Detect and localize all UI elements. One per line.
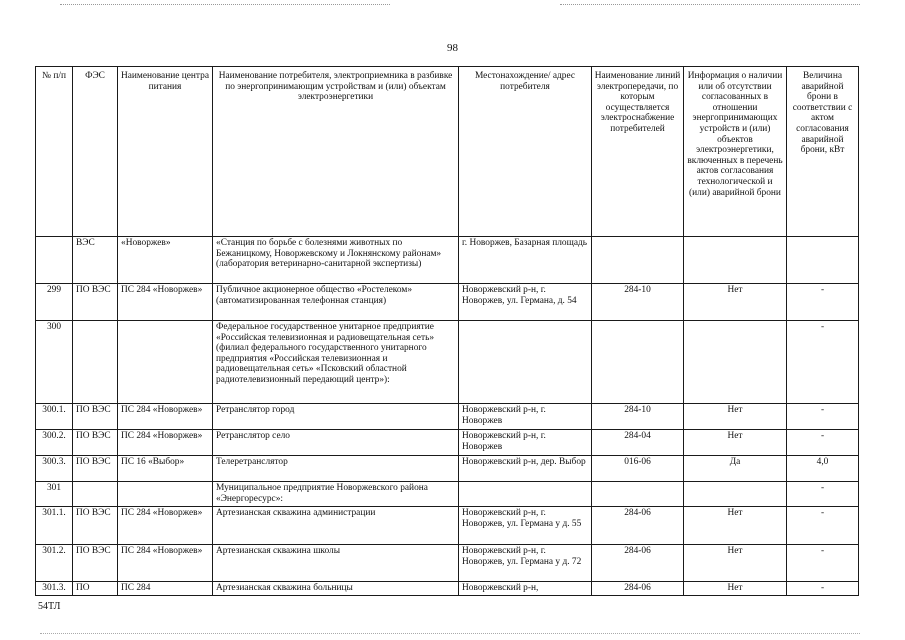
cell-reserve: -	[787, 507, 859, 545]
cell-reserve: -	[787, 284, 859, 321]
cell-agreement-info: Нет	[684, 430, 787, 456]
table-row	[36, 284, 859, 321]
cell-power-center: ПС 284 «Новоржев»	[118, 284, 213, 321]
cell-reserve: -	[787, 482, 859, 507]
scan-artifact-bottom	[40, 633, 860, 634]
cell-consumer: Муниципальное предприятие Новоржевского района «Энергоресурс»:	[213, 482, 459, 507]
cell-number: 301.2.	[36, 545, 73, 582]
cell-consumer: Артезианская скважина школы	[213, 545, 459, 582]
cell-power-center: ПС 284 «Новоржев»	[118, 430, 213, 456]
cell-address: Новоржевский р-н, дер. Выбор	[459, 456, 592, 482]
cell-power-line: 016-06	[592, 456, 684, 482]
cell-reserve: -	[787, 582, 859, 596]
cell-consumer: Артезианская скважина администрации	[213, 507, 459, 545]
cell-address: Новоржевский р-н, г. Новоржев, ул. Германа у д. 72	[459, 545, 592, 582]
cell-power-line: 284-04	[592, 430, 684, 456]
consumer-table	[35, 66, 859, 596]
cell-power-line: 284-06	[592, 507, 684, 545]
table-row	[36, 430, 859, 456]
table-row	[36, 321, 859, 404]
cell-address: Новоржевский р-н, г. Новоржев	[459, 430, 592, 456]
cell-consumer: Артезианская скважина больницы	[213, 582, 459, 596]
table-row	[36, 404, 859, 430]
cell-address: г. Новоржев, Базарная площадь	[459, 237, 592, 284]
column-header-power-center: Наименование центра питания	[118, 67, 213, 237]
cell-consumer: Ретранслятор село	[213, 430, 459, 456]
cell-power-center: «Новоржев»	[118, 237, 213, 284]
cell-agreement-info	[684, 237, 787, 284]
cell-reserve: -	[787, 321, 859, 404]
cell-number: 300.1.	[36, 404, 73, 430]
cell-agreement-info: Да	[684, 456, 787, 482]
cell-reserve: 4,0	[787, 456, 859, 482]
cell-consumer: Публичное акционерное общество «Ростелеком» (автоматизированная телефонная станция)	[213, 284, 459, 321]
cell-power-line: 284-06	[592, 545, 684, 582]
cell-power-center: ПС 284 «Новоржев»	[118, 404, 213, 430]
cell-power-center: ПС 16 «Выбор»	[118, 456, 213, 482]
cell-fes: ПО ВЭС	[73, 545, 118, 582]
cell-power-center	[118, 321, 213, 404]
column-header-address: Местонахождение/ адрес потребителя	[459, 67, 592, 237]
table-row	[36, 582, 859, 596]
column-header-power-line: Наименование линий электропередачи, по которым осуществляется электроснабжение потребителей	[592, 67, 684, 237]
cell-fes: ПО ВЭС	[73, 284, 118, 321]
table-row	[36, 545, 859, 582]
cell-fes: ПО	[73, 582, 118, 596]
cell-agreement-info: Нет	[684, 284, 787, 321]
cell-address	[459, 482, 592, 507]
cell-number	[36, 237, 73, 284]
cell-fes: ПО ВЭС	[73, 456, 118, 482]
cell-agreement-info: Нет	[684, 545, 787, 582]
cell-address: Новоржевский р-н, г. Новоржев, ул. Германа у д. 55	[459, 507, 592, 545]
cell-number: 300	[36, 321, 73, 404]
cell-address: Новоржевский р-н, г. Новоржев	[459, 404, 592, 430]
column-header-number: № п/п	[36, 67, 73, 237]
cell-fes: ПО ВЭС	[73, 507, 118, 545]
cell-reserve	[787, 237, 859, 284]
cell-number: 299	[36, 284, 73, 321]
table-row	[36, 507, 859, 545]
cell-address	[459, 321, 592, 404]
cell-address: Новоржевский р-н, г. Новоржев, ул. Германа, д. 54	[459, 284, 592, 321]
scan-artifact-top-right	[560, 4, 860, 5]
cell-power-line: 284-10	[592, 284, 684, 321]
table-header-row	[36, 67, 859, 237]
cell-number: 300.2.	[36, 430, 73, 456]
cell-power-line	[592, 237, 684, 284]
cell-reserve: -	[787, 430, 859, 456]
column-header-fes: ФЭС	[73, 67, 118, 237]
cell-power-line	[592, 321, 684, 404]
footer-code: 54ТЛ	[38, 601, 61, 612]
cell-consumer: Федеральное государственное унитарное предприятие «Российская телевизионная и радиовещательная сеть» (филиал федерального государственного унитарного предприятия «Российская телевизионная и радиовещательная сеть» «Псковский областной радиотелевизионный передающий центр»):	[213, 321, 459, 404]
cell-number: 300.3.	[36, 456, 73, 482]
cell-power-center	[118, 482, 213, 507]
page-number: 98	[447, 42, 458, 54]
column-header-agreement-info: Информация о наличии или об отсутствии согласованных в отношении энергопринимающих устройств и (или) объектов электроэнергетики, включенных в перечень актов согласования технологической и (или) аварийной брони	[684, 67, 787, 237]
cell-power-center: ПС 284 «Новоржев»	[118, 545, 213, 582]
cell-fes: ВЭС	[73, 237, 118, 284]
cell-number: 301.3.	[36, 582, 73, 596]
cell-power-line: 284-06	[592, 582, 684, 596]
cell-power-center: ПС 284 «Новоржев»	[118, 507, 213, 545]
cell-fes	[73, 482, 118, 507]
scan-artifact-top-left	[60, 4, 390, 5]
cell-number: 301	[36, 482, 73, 507]
table-row	[36, 456, 859, 482]
cell-fes: ПО ВЭС	[73, 404, 118, 430]
column-header-consumer: Наименование потребителя, электроприемника в разбивке по энергопринимающим устройствам и (или) объектам электроэнергетики	[213, 67, 459, 237]
cell-agreement-info: Нет	[684, 404, 787, 430]
cell-reserve: -	[787, 404, 859, 430]
cell-address: Новоржевский р-н,	[459, 582, 592, 596]
cell-power-line: 284-10	[592, 404, 684, 430]
table-row	[36, 482, 859, 507]
cell-agreement-info	[684, 321, 787, 404]
cell-power-center: ПС 284	[118, 582, 213, 596]
cell-consumer: Телеретранслятор	[213, 456, 459, 482]
cell-agreement-info	[684, 482, 787, 507]
cell-power-line	[592, 482, 684, 507]
cell-consumer: Ретранслятор город	[213, 404, 459, 430]
cell-fes	[73, 321, 118, 404]
cell-agreement-info: Нет	[684, 582, 787, 596]
cell-reserve: -	[787, 545, 859, 582]
cell-fes: ПО ВЭС	[73, 430, 118, 456]
cell-agreement-info: Нет	[684, 507, 787, 545]
cell-consumer: «Станция по борьбе с болезнями животных по Бежаницкому, Новоржевскому и Локнянскому районам» (лаборатория ветеринарно-санитарной экспертизы)	[213, 237, 459, 284]
cell-number: 301.1.	[36, 507, 73, 545]
table-row	[36, 237, 859, 284]
column-header-reserve-kw: Величина аварийной брони в соответствии с актом согласования аварийной брони, кВт	[787, 67, 859, 237]
